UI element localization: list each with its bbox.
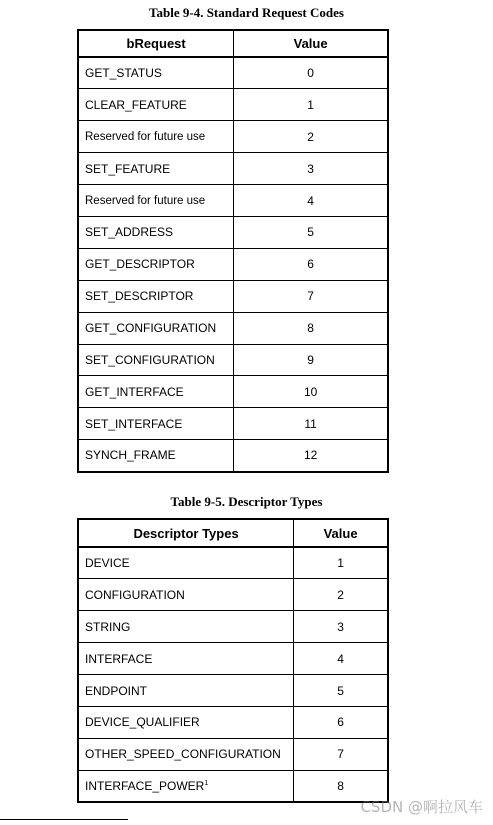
column-header-brequest: bRequest: [78, 30, 234, 57]
row-name-cell: [78, 611, 294, 643]
table-row: [78, 89, 388, 121]
row-name-text: CONFIGURATION: [85, 587, 185, 602]
row-value-cell: 6: [294, 706, 388, 738]
row-name-text: INTERFACE: [85, 651, 153, 666]
table-row: [78, 280, 388, 312]
descriptor-types-table: [77, 518, 389, 803]
table-row: [78, 675, 388, 707]
row-name-text: SET_CONFIGURATION: [85, 352, 215, 367]
table-row: [78, 579, 388, 611]
table-row: [78, 611, 388, 643]
row-name-cell: [78, 643, 294, 675]
table-row: [78, 408, 388, 440]
row-name-cell: [78, 738, 294, 770]
table-9-4-caption: Table 9-4. Standard Request Codes: [149, 5, 344, 20]
table-header-row: [78, 30, 388, 57]
row-value-cell: 4: [294, 643, 388, 675]
row-name-cell: [78, 408, 234, 440]
table-row: [78, 312, 388, 344]
footnote-separator: [0, 819, 128, 820]
table-row: [78, 738, 388, 770]
row-value-cell: 11: [234, 408, 388, 440]
row-value-cell: 4: [234, 185, 388, 217]
row-name-text: SYNCH_FRAME: [85, 448, 176, 463]
row-name-text: INTERFACE_POWER: [85, 778, 205, 793]
row-name-text: GET_STATUS: [85, 66, 162, 81]
row-name-text: ENDPOINT: [85, 683, 148, 698]
row-name-cell: [78, 216, 234, 248]
row-name-cell: [78, 312, 234, 344]
row-name-cell: [78, 440, 234, 472]
row-name-cell: [78, 579, 294, 611]
row-value-cell: 3: [294, 611, 388, 643]
row-value-cell: 1: [234, 89, 388, 121]
column-header-descriptor-types: Descriptor Types: [78, 519, 294, 547]
row-name-text: OTHER_SPEED_CONFIGURATION: [85, 747, 281, 762]
table-row: [78, 248, 388, 280]
row-value-cell: 12: [234, 440, 388, 472]
table-row: [78, 643, 388, 675]
row-name-cell: [78, 121, 234, 153]
row-name-cell: [78, 770, 294, 802]
row-name-cell: [78, 706, 294, 738]
row-name-text: Reserved for future use: [85, 130, 206, 143]
footnote-mark: 1: [204, 779, 209, 787]
table-row: [78, 440, 388, 472]
row-name-text: GET_CONFIGURATION: [85, 321, 217, 336]
row-name-cell: [78, 57, 234, 89]
row-value-cell: 6: [234, 248, 388, 280]
row-value-cell: 8: [294, 770, 388, 802]
row-value-cell: 7: [234, 280, 388, 312]
row-value-cell: 2: [234, 121, 388, 153]
column-header-value: Value: [294, 519, 388, 547]
row-value-cell: 3: [234, 153, 388, 185]
watermark: CSDN @啊拉风车: [360, 798, 483, 816]
row-name-cell: [78, 153, 234, 185]
table-row: [78, 153, 388, 185]
table-row: [78, 547, 388, 579]
table-9-5-caption: Table 9-5. Descriptor Types: [170, 494, 323, 509]
row-value-cell: 8: [234, 312, 388, 344]
row-name-text: CLEAR_FEATURE: [85, 97, 187, 112]
row-name-text: SET_ADDRESS: [85, 225, 174, 240]
table-row: [78, 344, 388, 376]
row-value-cell: 10: [234, 376, 388, 408]
row-name-cell: [78, 248, 234, 280]
table-row: [78, 770, 388, 802]
row-name-text: Reserved for future use: [85, 194, 206, 207]
row-name-text: SET_INTERFACE: [85, 416, 183, 431]
row-value-cell: 2: [294, 579, 388, 611]
row-name-text: GET_INTERFACE: [85, 384, 184, 399]
row-value-cell: 1: [294, 547, 388, 579]
row-name-cell: [78, 376, 234, 408]
row-name-text: STRING: [85, 619, 131, 634]
row-name-text: GET_DESCRIPTOR: [85, 257, 195, 272]
table-row: [78, 185, 388, 217]
row-name-cell: [78, 675, 294, 707]
column-header-value: Value: [234, 30, 388, 57]
row-name-cell: [78, 280, 234, 312]
row-value-cell: 5: [234, 216, 388, 248]
table-header-row: [78, 519, 388, 547]
table-row: [78, 706, 388, 738]
row-name-text: DEVICE_QUALIFIER: [85, 715, 200, 730]
table-row: [78, 57, 388, 89]
row-value-cell: 0: [234, 57, 388, 89]
row-name-cell: [78, 185, 234, 217]
row-value-cell: 7: [294, 738, 388, 770]
row-name-text: DEVICE: [85, 556, 130, 571]
row-name-text: SET_DESCRIPTOR: [85, 289, 194, 304]
row-name-cell: [78, 89, 234, 121]
table-row: [78, 376, 388, 408]
row-value-cell: 5: [294, 675, 388, 707]
table-row: [78, 121, 388, 153]
row-name-cell: [78, 344, 234, 376]
row-name-text: SET_FEATURE: [85, 161, 171, 176]
row-name-cell: [78, 547, 294, 579]
row-value-cell: 9: [234, 344, 388, 376]
table-row: [78, 216, 388, 248]
standard-request-codes-table: [77, 29, 389, 473]
